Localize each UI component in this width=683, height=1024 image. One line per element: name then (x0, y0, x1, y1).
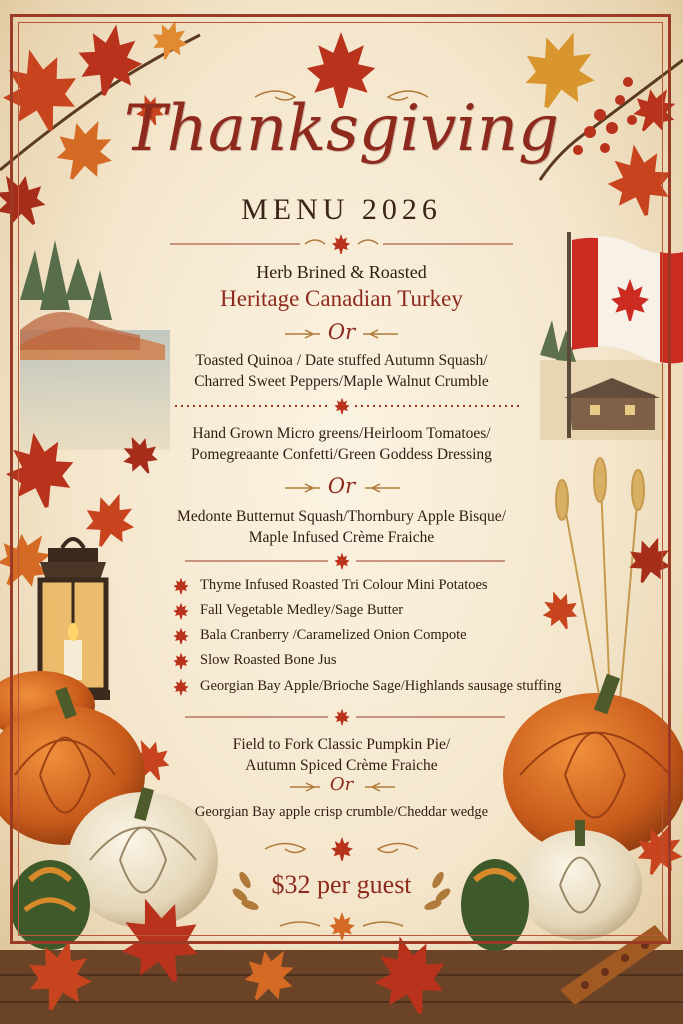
entree-alt-line2: Charred Sweet Peppers/Maple Walnut Crumble (194, 373, 489, 390)
side-item: Georgian Bay Apple/Brioche Sage/Highlands sausage stuffing (200, 678, 562, 694)
price-label: $32 per guest (271, 870, 412, 899)
salad-line2: Pomegreaante Confetti/Green Goddess Dressing (191, 446, 492, 463)
entree-alt-line1: Toasted Quinoa / Date stuffed Autumn Squash/ (195, 352, 488, 369)
soup-line1: Medonte Butternut Squash/Thornbury Apple Bisque/ (177, 508, 506, 525)
or-separator-1: Or (327, 320, 356, 344)
salad-line1: Hand Grown Micro greens/Heirloom Tomatoes/ (192, 425, 491, 442)
menu-title: Thanksgiving (123, 92, 560, 166)
dessert-line1: Field to Fork Classic Pumpkin Pie/ (232, 736, 451, 753)
or-separator-3: Or (329, 774, 354, 795)
dessert-alt: Georgian Bay apple crisp crumble/Cheddar wedge (194, 804, 489, 820)
or-separator-2: Or (327, 474, 356, 498)
soup-line2: Maple Infused Crème Fraiche (248, 529, 435, 546)
side-item: Fall Vegetable Medley/Sage Butter (200, 602, 404, 618)
main-course-line2: Heritage Canadian Turkey (220, 286, 463, 311)
side-item: Slow Roasted Bone Jus (200, 652, 337, 668)
side-item: Thyme Infused Roasted Tri Colour Mini Potatoes (200, 577, 488, 593)
side-item: Bala Cranberry /Caramelized Onion Compote (200, 627, 467, 643)
dessert-line2: Autumn Spiced Crème Fraiche (245, 757, 438, 774)
menu-subtitle: MENU 2026 (241, 193, 442, 226)
main-course-line1: Herb Brined & Roasted (256, 262, 427, 282)
